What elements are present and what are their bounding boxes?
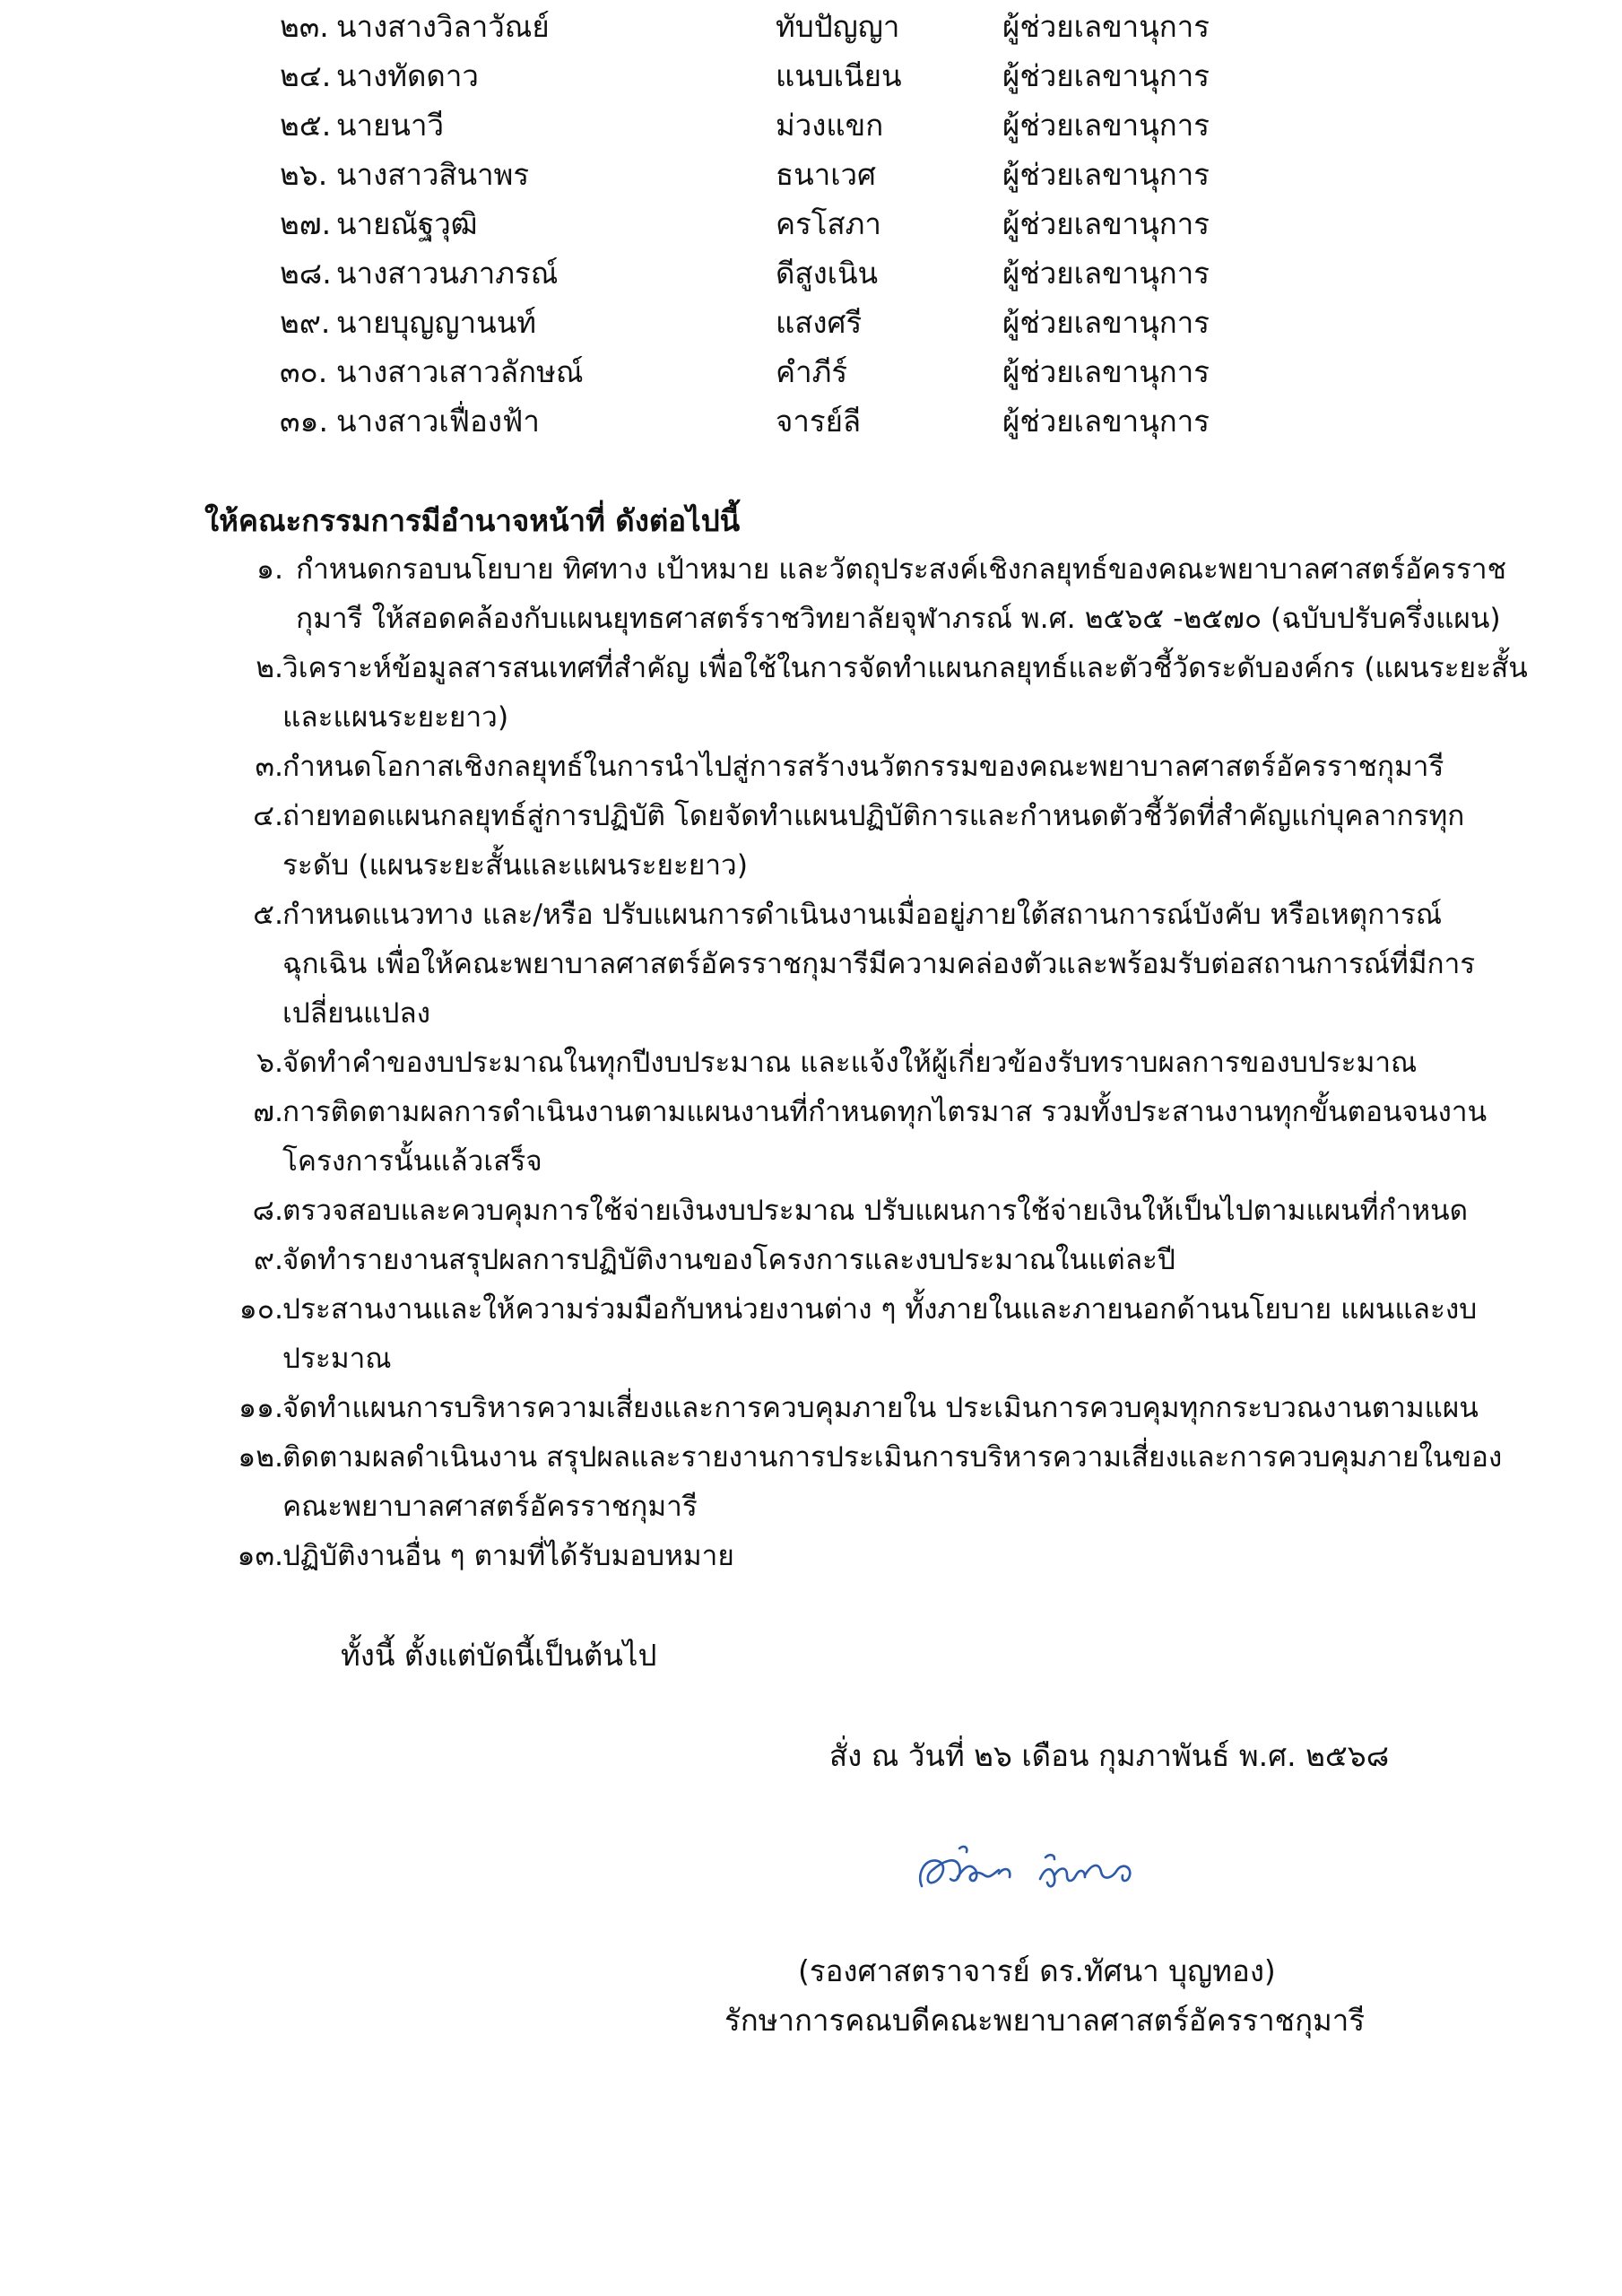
member-first-name: นางสาวเฟื่องฟ้า — [336, 404, 540, 439]
duty-number: ๘. — [252, 1195, 283, 1227]
member-number: ๒๓. — [280, 9, 329, 44]
member-role: ผู้ช่วยเลขานุการ — [1002, 58, 1210, 93]
duty-number: ๔. — [253, 800, 283, 832]
order-date: สั่ง ณ วันที่ ๒๖ เดือน กุมภาพันธ์ พ.ศ. ๒๕๖๘ — [829, 1738, 1390, 1773]
signer-title: รักษาการคณบดีคณะพยาบาลศาสตร์อัครราชกุมารี — [724, 2003, 1366, 2038]
handwritten-signature — [906, 1834, 1157, 1906]
member-number: ๓๑. — [280, 404, 328, 439]
duty-text: ถ่ายทอดแผนกลยุทธ์สู่การปฏิบัติ โดยจัดทำแผนปฏิบัติการและกำหนดตัวชี้วัดที่สำคัญแก่บุคลากรทุก ระดับ (แผนระยะสั้นและแผนระยะยาว) — [282, 800, 1465, 882]
member-role: ผู้ช่วยเลขานุการ — [1002, 206, 1210, 241]
member-first-name: นางสาวนภาภรณ์ — [336, 256, 559, 291]
duty-text: จัดทำแผนการบริหารความเสี่ยงและการควบคุมภายใน ประเมินการควบคุมทุกกระบวณงานตามแผน — [282, 1392, 1479, 1424]
duties-heading: ให้คณะกรรมการมีอำนาจหน้าที่ ดังต่อไปนี้ — [204, 503, 741, 538]
member-number: ๒๖. — [280, 157, 328, 192]
duty-number: ๑๐. — [239, 1293, 283, 1326]
member-last-name: ม่วงแขก — [776, 108, 884, 143]
member-last-name: จารย์ลี — [776, 404, 862, 439]
member-first-name: นายณัฐวุฒิ — [336, 206, 478, 241]
duty-number: ๗. — [253, 1096, 283, 1128]
closing-statement: ทั้งนี้ ตั้งแต่บัดนี้เป็นต้นไป — [341, 1638, 657, 1673]
duty-text: จัดทำรายงานสรุปผลการปฏิบัติงานของโครงการและงบประมาณในแต่ละปี — [282, 1244, 1175, 1276]
member-last-name: คำภีร์ — [776, 354, 848, 389]
duty-text: ปฏิบัติงานอื่น ๆ ตามที่ได้รับมอบหมาย — [282, 1540, 734, 1572]
duty-number: ๑๒. — [238, 1441, 283, 1474]
signer-name: (รองศาสตราจารย์ ดร.ทัศนา บุญทอง) — [798, 1953, 1276, 1988]
member-first-name: นางสาวเสาวลักษณ์ — [336, 354, 584, 389]
duty-number: ๑๓. — [237, 1540, 283, 1572]
duty-text: ตรวจสอบและควบคุมการใช้จ่ายเงินงบประมาณ ปรับแผนการใช้จ่ายเงินให้เป็นไปตามแผนที่กำหนด — [282, 1195, 1469, 1227]
member-first-name: นายนาวี — [336, 108, 445, 143]
member-first-name: นางสางวิลาวัณย์ — [336, 9, 550, 44]
duty-number: ๑. — [256, 553, 283, 586]
duty-text: กำหนดโอกาสเชิงกลยุทธ์ในการนำไปสู่การสร้างนวัตกรรมของคณะพยาบาลศาสตร์อัครราชกุมารี — [282, 751, 1444, 783]
member-last-name: ทับปัญญา — [776, 9, 900, 44]
duty-text: จัดทำคำของบประมาณในทุกปีงบประมาณ และแจ้งให้ผู้เกี่ยวข้องรับทราบผลการของบประมาณ — [282, 1047, 1418, 1079]
member-role: ผู้ช่วยเลขานุการ — [1002, 354, 1210, 389]
member-role: ผู้ช่วยเลขานุการ — [1002, 108, 1210, 143]
duty-number: ๙. — [253, 1244, 283, 1276]
duty-number: ๑๑. — [238, 1392, 283, 1424]
duty-text: ประสานงานและให้ความร่วมมือกับหน่วยงานต่าง ๆ ทั้งภายในและภายนอกด้านนโยบาย แผนและงบ ประมาณ — [282, 1293, 1478, 1375]
member-role: ผู้ช่วยเลขานุการ — [1002, 256, 1210, 291]
member-last-name: แสงศรี — [776, 305, 863, 340]
member-role: ผู้ช่วยเลขานุการ — [1002, 157, 1210, 192]
member-number: ๒๔. — [280, 58, 332, 93]
duty-text: กำหนดแนวทาง และ/หรือ ปรับแผนการดำเนินงานเมื่ออยู่ภายใต้สถานการณ์บังคับ หรือเหตุการณ์ ฉุกเฉิน เพื่อให้คณะพยาบาลศาสตร์อัครราชกุมารีมีความคล่องตัวและพร้อมรับต่อสถานการณ์ที่มีการ เปลี่ยนแปลง — [282, 899, 1476, 1030]
duty-number: ๒. — [256, 652, 283, 684]
member-first-name: นางทัดดาว — [336, 58, 479, 93]
member-last-name: แนบเนียน — [776, 58, 902, 93]
member-last-name: ดีสูงเนิน — [776, 256, 879, 291]
duty-text: การติดตามผลการดำเนินงานตามแผนงานที่กำหนดทุกไตรมาส รวมทั้งประสานงานทุกขั้นตอนจนงาน โครงการนั้นแล้วเสร็จ — [282, 1096, 1488, 1178]
member-number: ๓๐. — [280, 354, 328, 389]
member-last-name: ธนาเวศ — [776, 157, 876, 192]
member-number: ๒๗. — [280, 206, 332, 241]
duty-text: ติดตามผลดำเนินงาน สรุปผลและรายงานการประเมินการบริหารความเสี่ยงและการควบคุมภายในของ คณะพยาบาลศาสตร์อัครราชกุมารี — [282, 1441, 1503, 1523]
duty-text: กำหนดกรอบนโยบาย ทิศทาง เป้าหมาย และวัตถุประสงค์เชิงกลยุทธ์ของคณะพยาบาลศาสตร์อัครราช กุมารี ให้สอดคล้องกับแผนยุทธศาสตร์ราชวิทยาลัยจุฬาภรณ์ พ.ศ. ๒๕๖๕ -๒๕๗๐ (ฉบับปรับครึ่งแผน) — [296, 553, 1506, 635]
member-role: ผู้ช่วยเลขานุการ — [1002, 305, 1210, 340]
duty-number: ๖. — [256, 1047, 283, 1079]
member-last-name: ครโสภา — [776, 206, 881, 241]
member-number: ๒๘. — [280, 256, 332, 291]
duty-text: วิเคราะห์ข้อมูลสารสนเทศที่สำคัญ เพื่อใช้ในการจัดทำแผนกลยุทธ์และตัวชี้วัดระดับองค์กร (แผนระยะสั้น และแผนระยะยาว) — [282, 652, 1528, 734]
member-number: ๒๙. — [280, 305, 331, 340]
duty-number: ๓. — [255, 751, 283, 783]
member-role: ผู้ช่วยเลขานุการ — [1002, 9, 1210, 44]
duty-number: ๕. — [253, 899, 283, 931]
member-number: ๒๕. — [280, 108, 332, 143]
member-role: ผู้ช่วยเลขานุการ — [1002, 404, 1210, 439]
member-first-name: นายบุญญานนท์ — [336, 305, 537, 340]
member-first-name: นางสาวสินาพร — [336, 157, 530, 192]
